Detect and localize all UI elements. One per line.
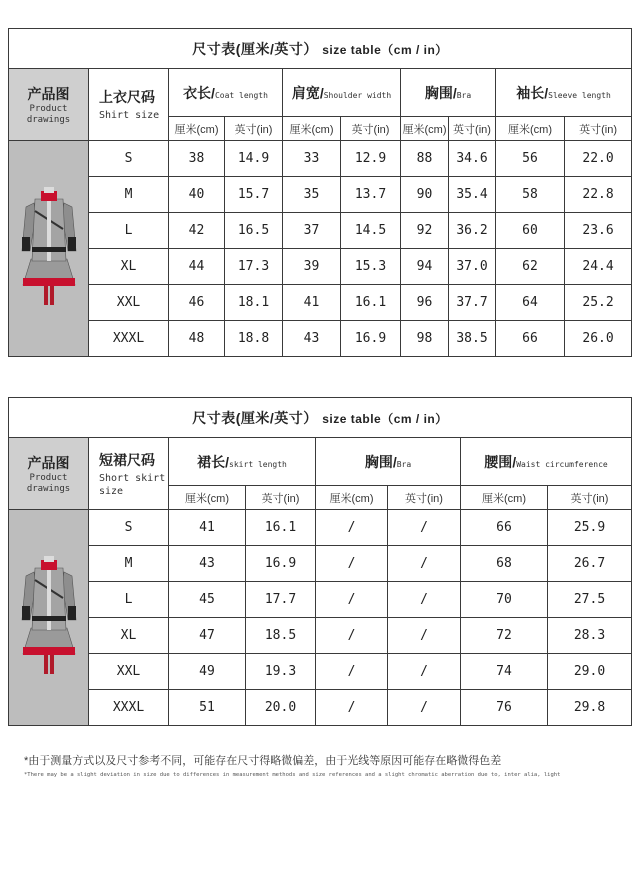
value-cell: 76 xyxy=(461,690,548,726)
value-cell: / xyxy=(388,510,461,546)
value-cell: 36.2 xyxy=(449,213,496,249)
table-row xyxy=(9,177,632,213)
value-cell: 18.1 xyxy=(225,285,283,321)
bust-header: 胸围/Bra xyxy=(401,69,496,117)
value-cell: 27.5 xyxy=(548,582,632,618)
value-cell: 28.3 xyxy=(548,618,632,654)
value-cell: 42 xyxy=(169,213,225,249)
table-row xyxy=(9,546,632,582)
value-cell: / xyxy=(388,618,461,654)
value-cell: 92 xyxy=(401,213,449,249)
unit-in: 英寸(in) xyxy=(246,486,316,510)
skirt-size-table xyxy=(8,397,632,726)
value-cell: 16.1 xyxy=(246,510,316,546)
value-cell: 25.2 xyxy=(565,285,632,321)
size-cell: XXL xyxy=(89,285,169,321)
sleeve-length-header: 袖长/Sleeve length xyxy=(496,69,632,117)
value-cell: 16.9 xyxy=(246,546,316,582)
value-cell: / xyxy=(388,546,461,582)
bust-header: 胸围/Bra xyxy=(316,438,461,486)
value-cell: 68 xyxy=(461,546,548,582)
coat-length-header: 衣长/Coat length xyxy=(169,69,283,117)
dress-illustration xyxy=(14,550,84,680)
table-title: 尺寸表(厘米/英寸） size table（cm / in） xyxy=(9,398,632,438)
value-cell: 35.4 xyxy=(449,177,496,213)
value-cell: 38 xyxy=(169,141,225,177)
value-cell: 35 xyxy=(283,177,341,213)
unit-cm: 厘米(cm) xyxy=(316,486,388,510)
disclaimer-zh: *由于测量方式以及尺寸参考不同，可能存在尺寸得略微偏差，由于光线等原因可能存在略微得色差 xyxy=(24,755,502,767)
value-cell: 88 xyxy=(401,141,449,177)
unit-in: 英寸(in) xyxy=(449,117,496,141)
value-cell: 18.8 xyxy=(225,321,283,357)
value-cell: 34.6 xyxy=(449,141,496,177)
table-row xyxy=(9,213,632,249)
value-cell: 16.1 xyxy=(341,285,401,321)
value-cell: / xyxy=(316,510,388,546)
value-cell: 26.7 xyxy=(548,546,632,582)
value-cell: 15.7 xyxy=(225,177,283,213)
value-cell: 44 xyxy=(169,249,225,285)
unit-cm: 厘米(cm) xyxy=(283,117,341,141)
product-drawing-header: 产品图 Product drawings xyxy=(9,438,89,510)
product-image xyxy=(9,510,89,726)
value-cell: 13.7 xyxy=(341,177,401,213)
value-cell: 29.0 xyxy=(548,654,632,690)
value-cell: 49 xyxy=(169,654,246,690)
value-cell: / xyxy=(316,582,388,618)
unit-in: 英寸(in) xyxy=(225,117,283,141)
value-cell: 20.0 xyxy=(246,690,316,726)
value-cell: 56 xyxy=(496,141,565,177)
table-row xyxy=(9,249,632,285)
value-cell: 46 xyxy=(169,285,225,321)
value-cell: / xyxy=(316,546,388,582)
size-cell: XL xyxy=(89,249,169,285)
value-cell: 37.7 xyxy=(449,285,496,321)
shirt-size-table xyxy=(8,28,632,357)
value-cell: 41 xyxy=(169,510,246,546)
value-cell: 33 xyxy=(283,141,341,177)
value-cell: 23.6 xyxy=(565,213,632,249)
value-cell: 43 xyxy=(283,321,341,357)
value-cell: 14.5 xyxy=(341,213,401,249)
value-cell: 70 xyxy=(461,582,548,618)
value-cell: / xyxy=(388,654,461,690)
value-cell: 22.8 xyxy=(565,177,632,213)
value-cell: 41 xyxy=(283,285,341,321)
unit-in: 英寸(in) xyxy=(341,117,401,141)
value-cell: 15.3 xyxy=(341,249,401,285)
size-cell: S xyxy=(89,510,169,546)
dress-illustration xyxy=(14,181,84,311)
table-row xyxy=(9,285,632,321)
value-cell: 66 xyxy=(461,510,548,546)
value-cell: 72 xyxy=(461,618,548,654)
disclaimer-en: *There may be a slight deviation in size due to differences in measurement methods and size references and a slight chromatic aberration due to, inter alia, light xyxy=(24,772,561,778)
skirt-size-header: 短裙尺码 Short skirt size xyxy=(89,438,169,510)
unit-in: 英寸(in) xyxy=(565,117,632,141)
value-cell: 37.0 xyxy=(449,249,496,285)
value-cell: 24.4 xyxy=(565,249,632,285)
shirt-size-header: 上衣尺码 Shirt size xyxy=(89,69,169,141)
table-row xyxy=(9,321,632,357)
unit-cm: 厘米(cm) xyxy=(169,117,225,141)
size-cell: XXXL xyxy=(89,690,169,726)
value-cell: 47 xyxy=(169,618,246,654)
table-row xyxy=(9,582,632,618)
unit-in: 英寸(in) xyxy=(388,486,461,510)
size-cell: M xyxy=(89,546,169,582)
value-cell: 58 xyxy=(496,177,565,213)
value-cell: 62 xyxy=(496,249,565,285)
product-image xyxy=(9,141,89,357)
size-cell: S xyxy=(89,141,169,177)
value-cell: 94 xyxy=(401,249,449,285)
value-cell: / xyxy=(316,690,388,726)
waist-header: 腰围/Waist circumference xyxy=(461,438,632,486)
value-cell: 25.9 xyxy=(548,510,632,546)
value-cell: 43 xyxy=(169,546,246,582)
value-cell: 64 xyxy=(496,285,565,321)
value-cell: 66 xyxy=(496,321,565,357)
unit-cm: 厘米(cm) xyxy=(496,117,565,141)
value-cell: 38.5 xyxy=(449,321,496,357)
size-cell: L xyxy=(89,213,169,249)
value-cell: 39 xyxy=(283,249,341,285)
value-cell: 16.9 xyxy=(341,321,401,357)
value-cell: 60 xyxy=(496,213,565,249)
value-cell: 48 xyxy=(169,321,225,357)
value-cell: 22.0 xyxy=(565,141,632,177)
value-cell: 98 xyxy=(401,321,449,357)
shoulder-width-header: 肩宽/Shoulder width xyxy=(283,69,401,117)
size-cell: XXL xyxy=(89,654,169,690)
size-cell: L xyxy=(89,582,169,618)
value-cell: 18.5 xyxy=(246,618,316,654)
table-row xyxy=(9,690,632,726)
value-cell: 51 xyxy=(169,690,246,726)
value-cell: 17.7 xyxy=(246,582,316,618)
value-cell: 17.3 xyxy=(225,249,283,285)
value-cell: 37 xyxy=(283,213,341,249)
value-cell: / xyxy=(316,618,388,654)
value-cell: 45 xyxy=(169,582,246,618)
size-cell: XL xyxy=(89,618,169,654)
size-cell: M xyxy=(89,177,169,213)
product-drawing-header: 产品图 Product drawings xyxy=(9,69,89,141)
value-cell: 12.9 xyxy=(341,141,401,177)
value-cell: 14.9 xyxy=(225,141,283,177)
value-cell: 29.8 xyxy=(548,690,632,726)
value-cell: 19.3 xyxy=(246,654,316,690)
value-cell: 90 xyxy=(401,177,449,213)
table-row xyxy=(9,510,632,546)
table-row xyxy=(9,141,632,177)
value-cell: / xyxy=(388,582,461,618)
value-cell: 96 xyxy=(401,285,449,321)
value-cell: / xyxy=(316,654,388,690)
value-cell: 16.5 xyxy=(225,213,283,249)
table-title: 尺寸表(厘米/英寸） size table（cm / in） xyxy=(9,29,632,69)
value-cell: 26.0 xyxy=(565,321,632,357)
unit-cm: 厘米(cm) xyxy=(401,117,449,141)
size-cell: XXXL xyxy=(89,321,169,357)
unit-cm: 厘米(cm) xyxy=(169,486,246,510)
table-row xyxy=(9,618,632,654)
table-row xyxy=(9,654,632,690)
skirt-length-header: 裙长/skirt length xyxy=(169,438,316,486)
unit-cm: 厘米(cm) xyxy=(461,486,548,510)
value-cell: 74 xyxy=(461,654,548,690)
value-cell: 40 xyxy=(169,177,225,213)
value-cell: / xyxy=(388,690,461,726)
unit-in: 英寸(in) xyxy=(548,486,632,510)
